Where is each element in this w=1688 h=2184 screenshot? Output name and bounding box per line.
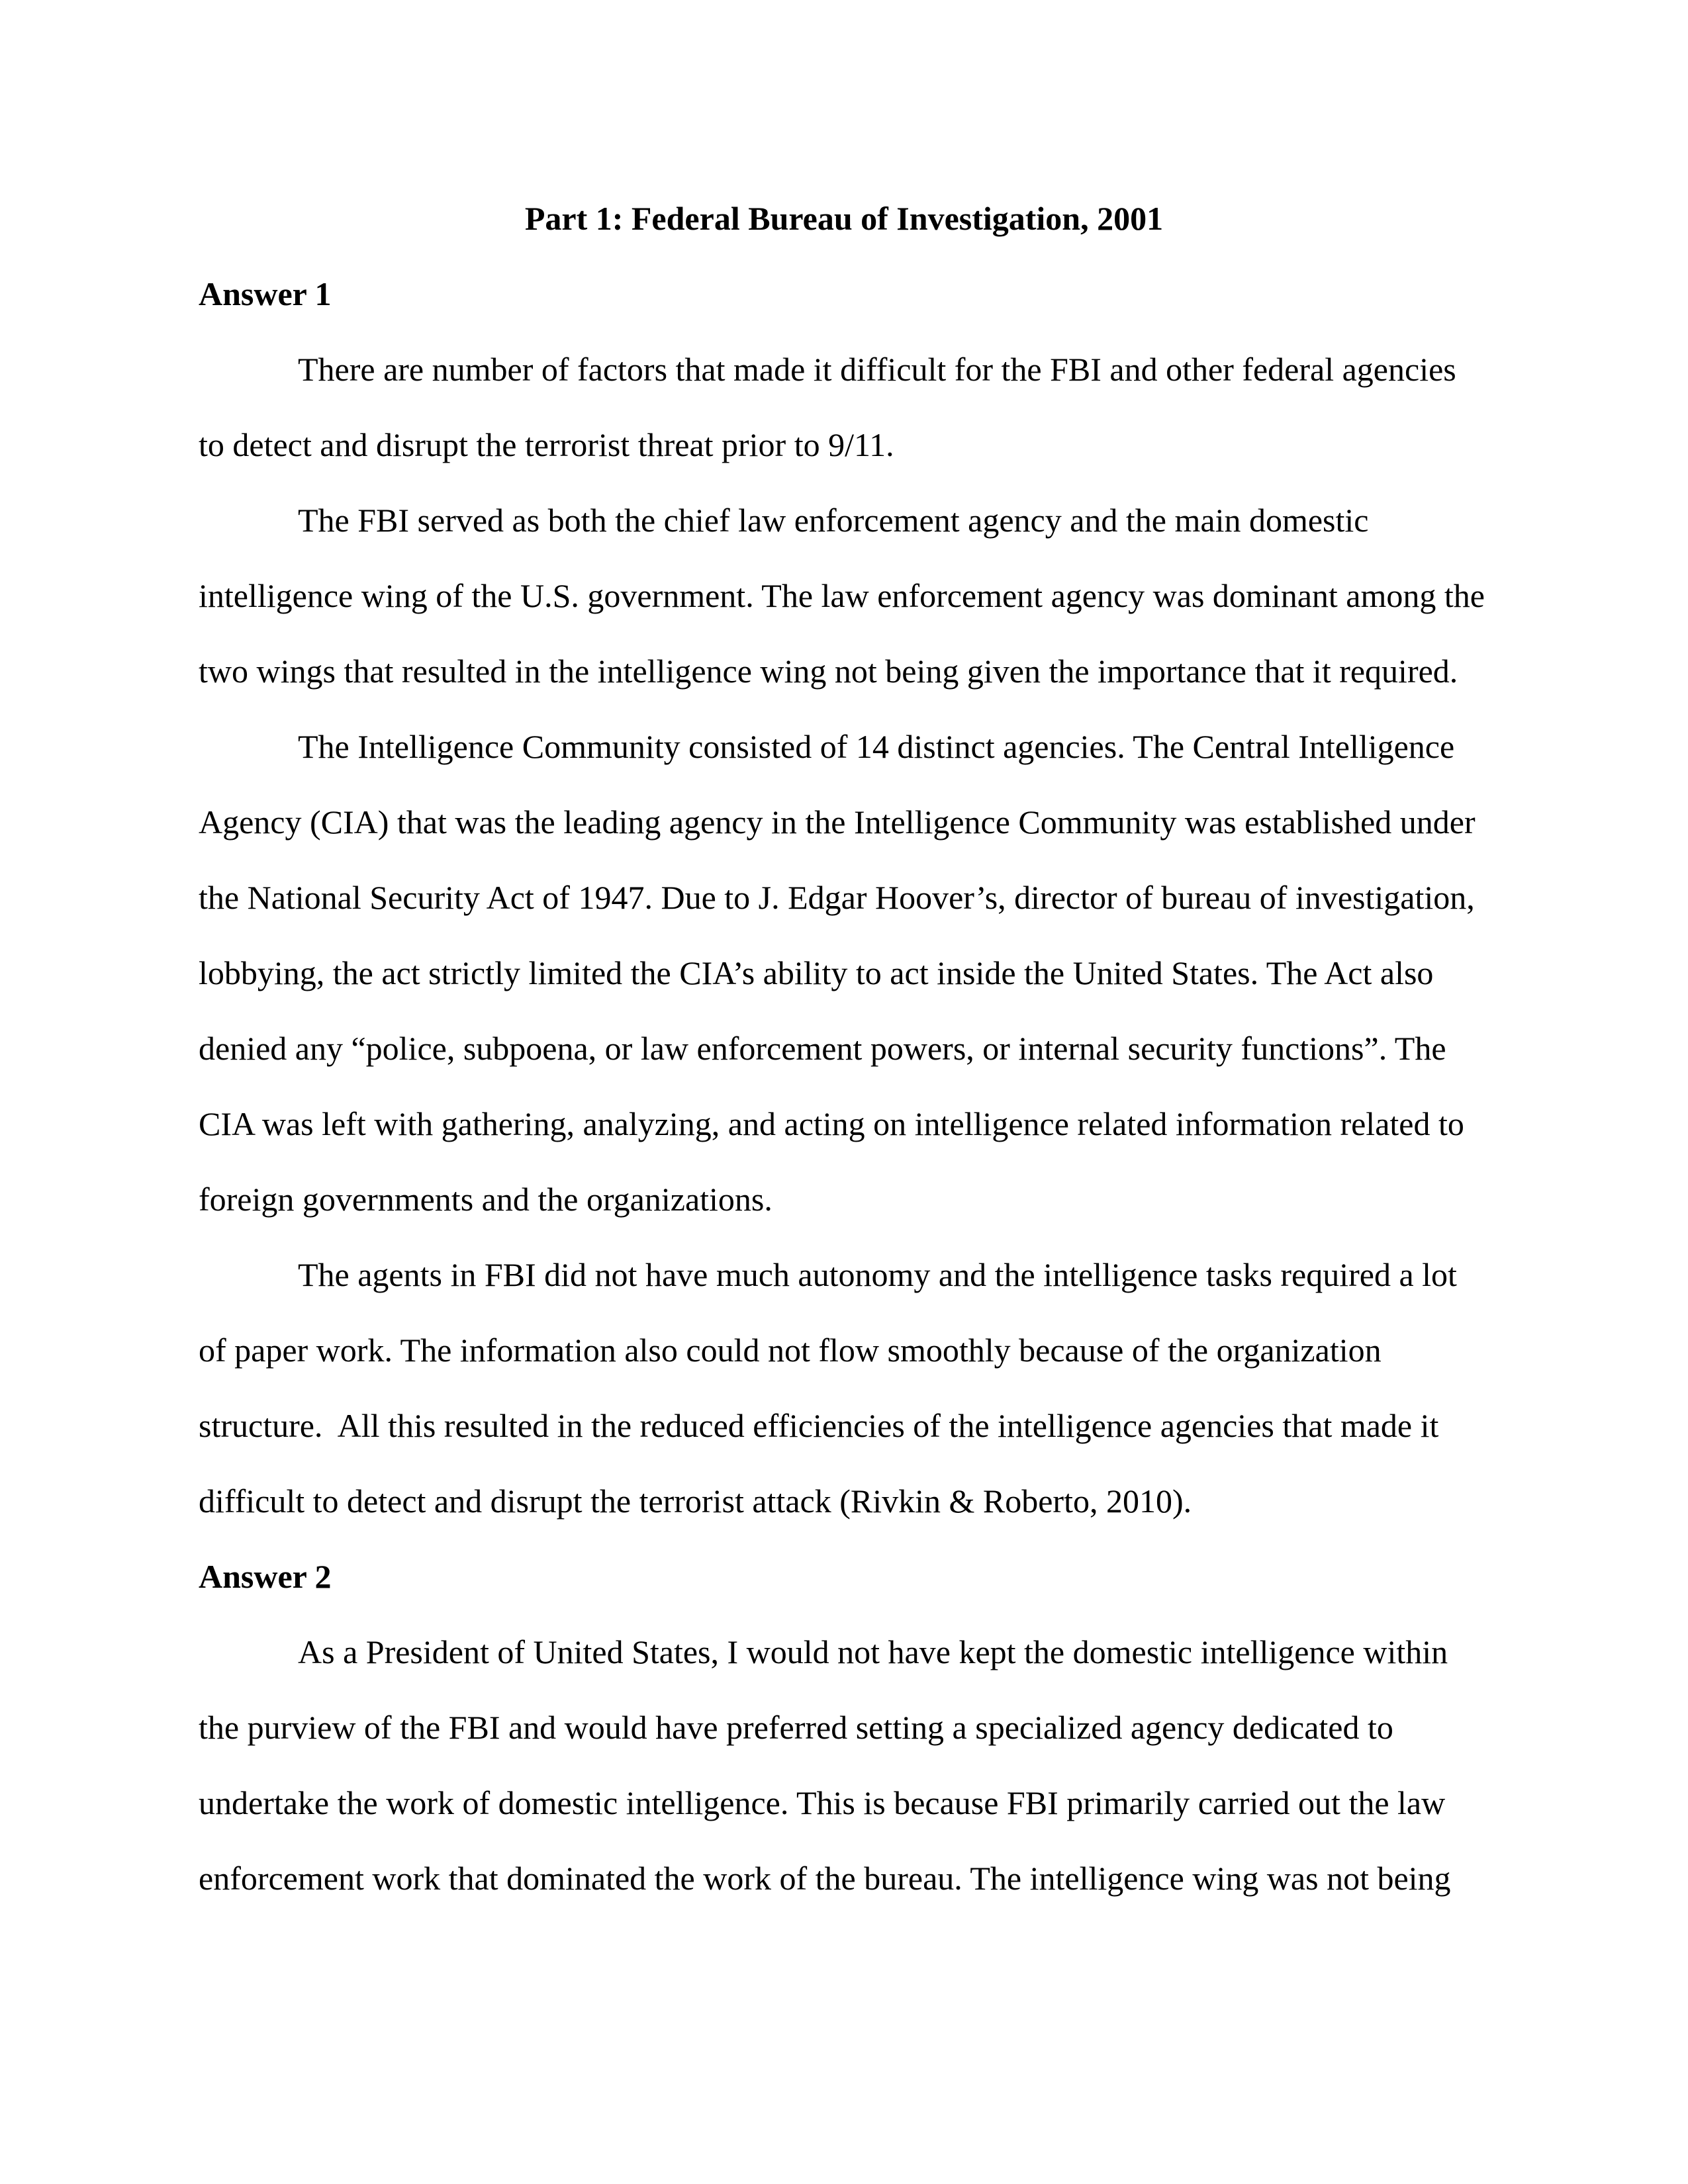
- text-line: lobbying, the act strictly limited the CIA’s ability to act inside the United States. The Act also: [199, 954, 1434, 991]
- document-title: Part 1: Federal Bureau of Investigation, 2001: [524, 200, 1164, 237]
- text-line: intelligence wing of the U.S. government. The law enforcement agency was dominant among the: [199, 577, 1485, 614]
- paragraph: [199, 332, 1489, 482]
- text-line: The Intelligence Community consisted of 14 distinct agencies. The Central Intelligence: [298, 728, 1455, 765]
- document-body: [199, 181, 1489, 1916]
- section-heading-answer-2: Answer 2: [199, 1558, 332, 1595]
- text-line: to detect and disrupt the terrorist threat prior to 9/11.: [199, 426, 894, 463]
- text-line: two wings that resulted in the intelligence wing not being given the importance that it required.: [199, 653, 1458, 690]
- text-line: denied any “police, subpoena, or law enforcement powers, or internal security functions”. The: [199, 1030, 1446, 1067]
- paragraph: [199, 1237, 1489, 1539]
- text-line: difficult to detect and disrupt the terrorist attack (Rivkin & Roberto, 2010).: [199, 1482, 1192, 1520]
- text-line: of paper work. The information also could not flow smoothly because of the organization: [199, 1332, 1382, 1369]
- text-line: the purview of the FBI and would have preferred setting a specialized agency dedicated to: [199, 1709, 1393, 1746]
- text-line: There are number of factors that made it difficult for the FBI and other federal agencies: [298, 351, 1456, 388]
- text-line: undertake the work of domestic intelligence. This is because FBI primarily carried out the law: [199, 1784, 1446, 1821]
- paragraph: [199, 1614, 1489, 1916]
- text-line: enforcement work that dominated the work of the bureau. The intelligence wing was not being: [199, 1860, 1451, 1897]
- text-line: structure. All this resulted in the reduced efficiencies of the intelligence agencies that made it: [199, 1407, 1439, 1444]
- paragraph: [199, 482, 1489, 709]
- text-line: As a President of United States, I would not have kept the domestic intelligence within: [298, 1633, 1448, 1670]
- text-line: CIA was left with gathering, analyzing, and acting on intelligence related information related to: [199, 1105, 1464, 1142]
- text-line: The agents in FBI did not have much autonomy and the intelligence tasks required a lot: [298, 1256, 1457, 1293]
- text-line: The FBI served as both the chief law enforcement agency and the main domestic: [298, 502, 1369, 539]
- text-line: foreign governments and the organizations.: [199, 1181, 773, 1218]
- paragraph: [199, 709, 1489, 1237]
- section-heading-answer-1: Answer 1: [199, 275, 332, 312]
- text-line: Agency (CIA) that was the leading agency in the Intelligence Community was established under: [199, 803, 1476, 841]
- text-line: the National Security Act of 1947. Due to J. Edgar Hoover’s, director of bureau of investigation,: [199, 879, 1475, 916]
